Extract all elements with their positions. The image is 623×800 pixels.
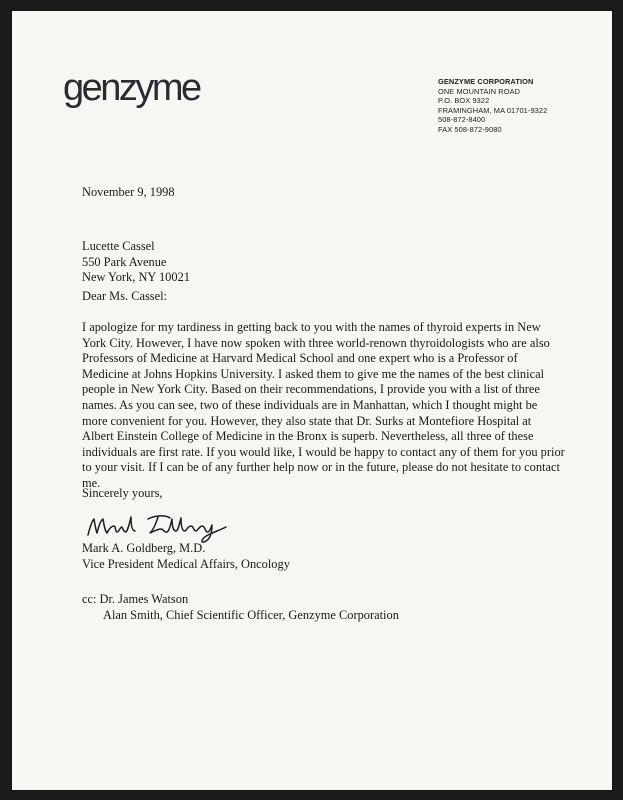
- corp-phone: 508-872-8400: [438, 115, 486, 125]
- signer-title: Vice President Medical Affairs, Oncology: [82, 556, 290, 571]
- recipient-name: Lucette Cassel: [82, 239, 155, 253]
- handwritten-signature: [84, 505, 244, 545]
- genzyme-logo: genzyme: [63, 67, 200, 109]
- body-line: Albert Einstein College of Medicine in the Bronx is superb. Nevertheless, all three of these: [82, 429, 534, 444]
- letterhead-address: [438, 77, 547, 135]
- body-line: I apologize for my tardiness in getting back to you with the names of thyroid experts in New: [82, 320, 541, 334]
- closing: Sincerely yours,: [82, 486, 163, 500]
- body-line: names. As you can see, two of these individuals are in Manhattan, which I thought might be: [82, 397, 538, 412]
- body-line: individuals are first rate. If you would like, I would be happy to contact any of them for you prior: [82, 444, 565, 459]
- letter-date: November 9, 1998: [82, 185, 175, 199]
- cc-line-2: Alan Smith, Chief Scientific Officer, Genzyme Corporation: [103, 608, 399, 622]
- signer-block: [82, 541, 290, 572]
- body-line: more convenient for you. However, they also state that Dr. Surks at Montefiore Hospital at: [82, 413, 532, 428]
- corp-po-box: P.O. BOX 9322: [438, 96, 490, 106]
- body-line: York City. However, I have now spoken with three world-renown thyroidologists who are also: [82, 335, 550, 350]
- corp-fax: FAX 508-872-9080: [438, 124, 502, 134]
- salutation: Dear Ms. Cassel:: [82, 289, 167, 303]
- letter-body: [82, 320, 565, 492]
- recipient-street: 550 Park Avenue: [82, 254, 167, 269]
- cc-line-1: cc: Dr. James Watson: [82, 592, 189, 606]
- recipient-address: [82, 239, 190, 286]
- recipient-city: New York, NY 10021: [82, 270, 190, 285]
- letter-page: [12, 11, 612, 790]
- body-line: Medicine at Johns Hopkins University. I asked them to give me the names of the best clinical: [82, 366, 545, 381]
- body-line: me.: [82, 475, 101, 490]
- body-line: Professors of Medicine at Harvard Medical School and one expert who is a Professor of: [82, 351, 518, 366]
- corp-name: GENZYME CORPORATION: [438, 77, 534, 86]
- body-line: to your visit. If I can be of any further help now or in the future, please do not hesitate to contact: [82, 460, 560, 475]
- body-line: people in New York City. Based on their recommendations, I provide you with a list of three: [82, 382, 540, 397]
- signer-name: Mark A. Goldberg, M.D.: [82, 541, 206, 555]
- corp-city: FRAMINGHAM, MA 01701-9322: [438, 105, 548, 115]
- corp-street: ONE MOUNTAIN ROAD: [438, 86, 521, 96]
